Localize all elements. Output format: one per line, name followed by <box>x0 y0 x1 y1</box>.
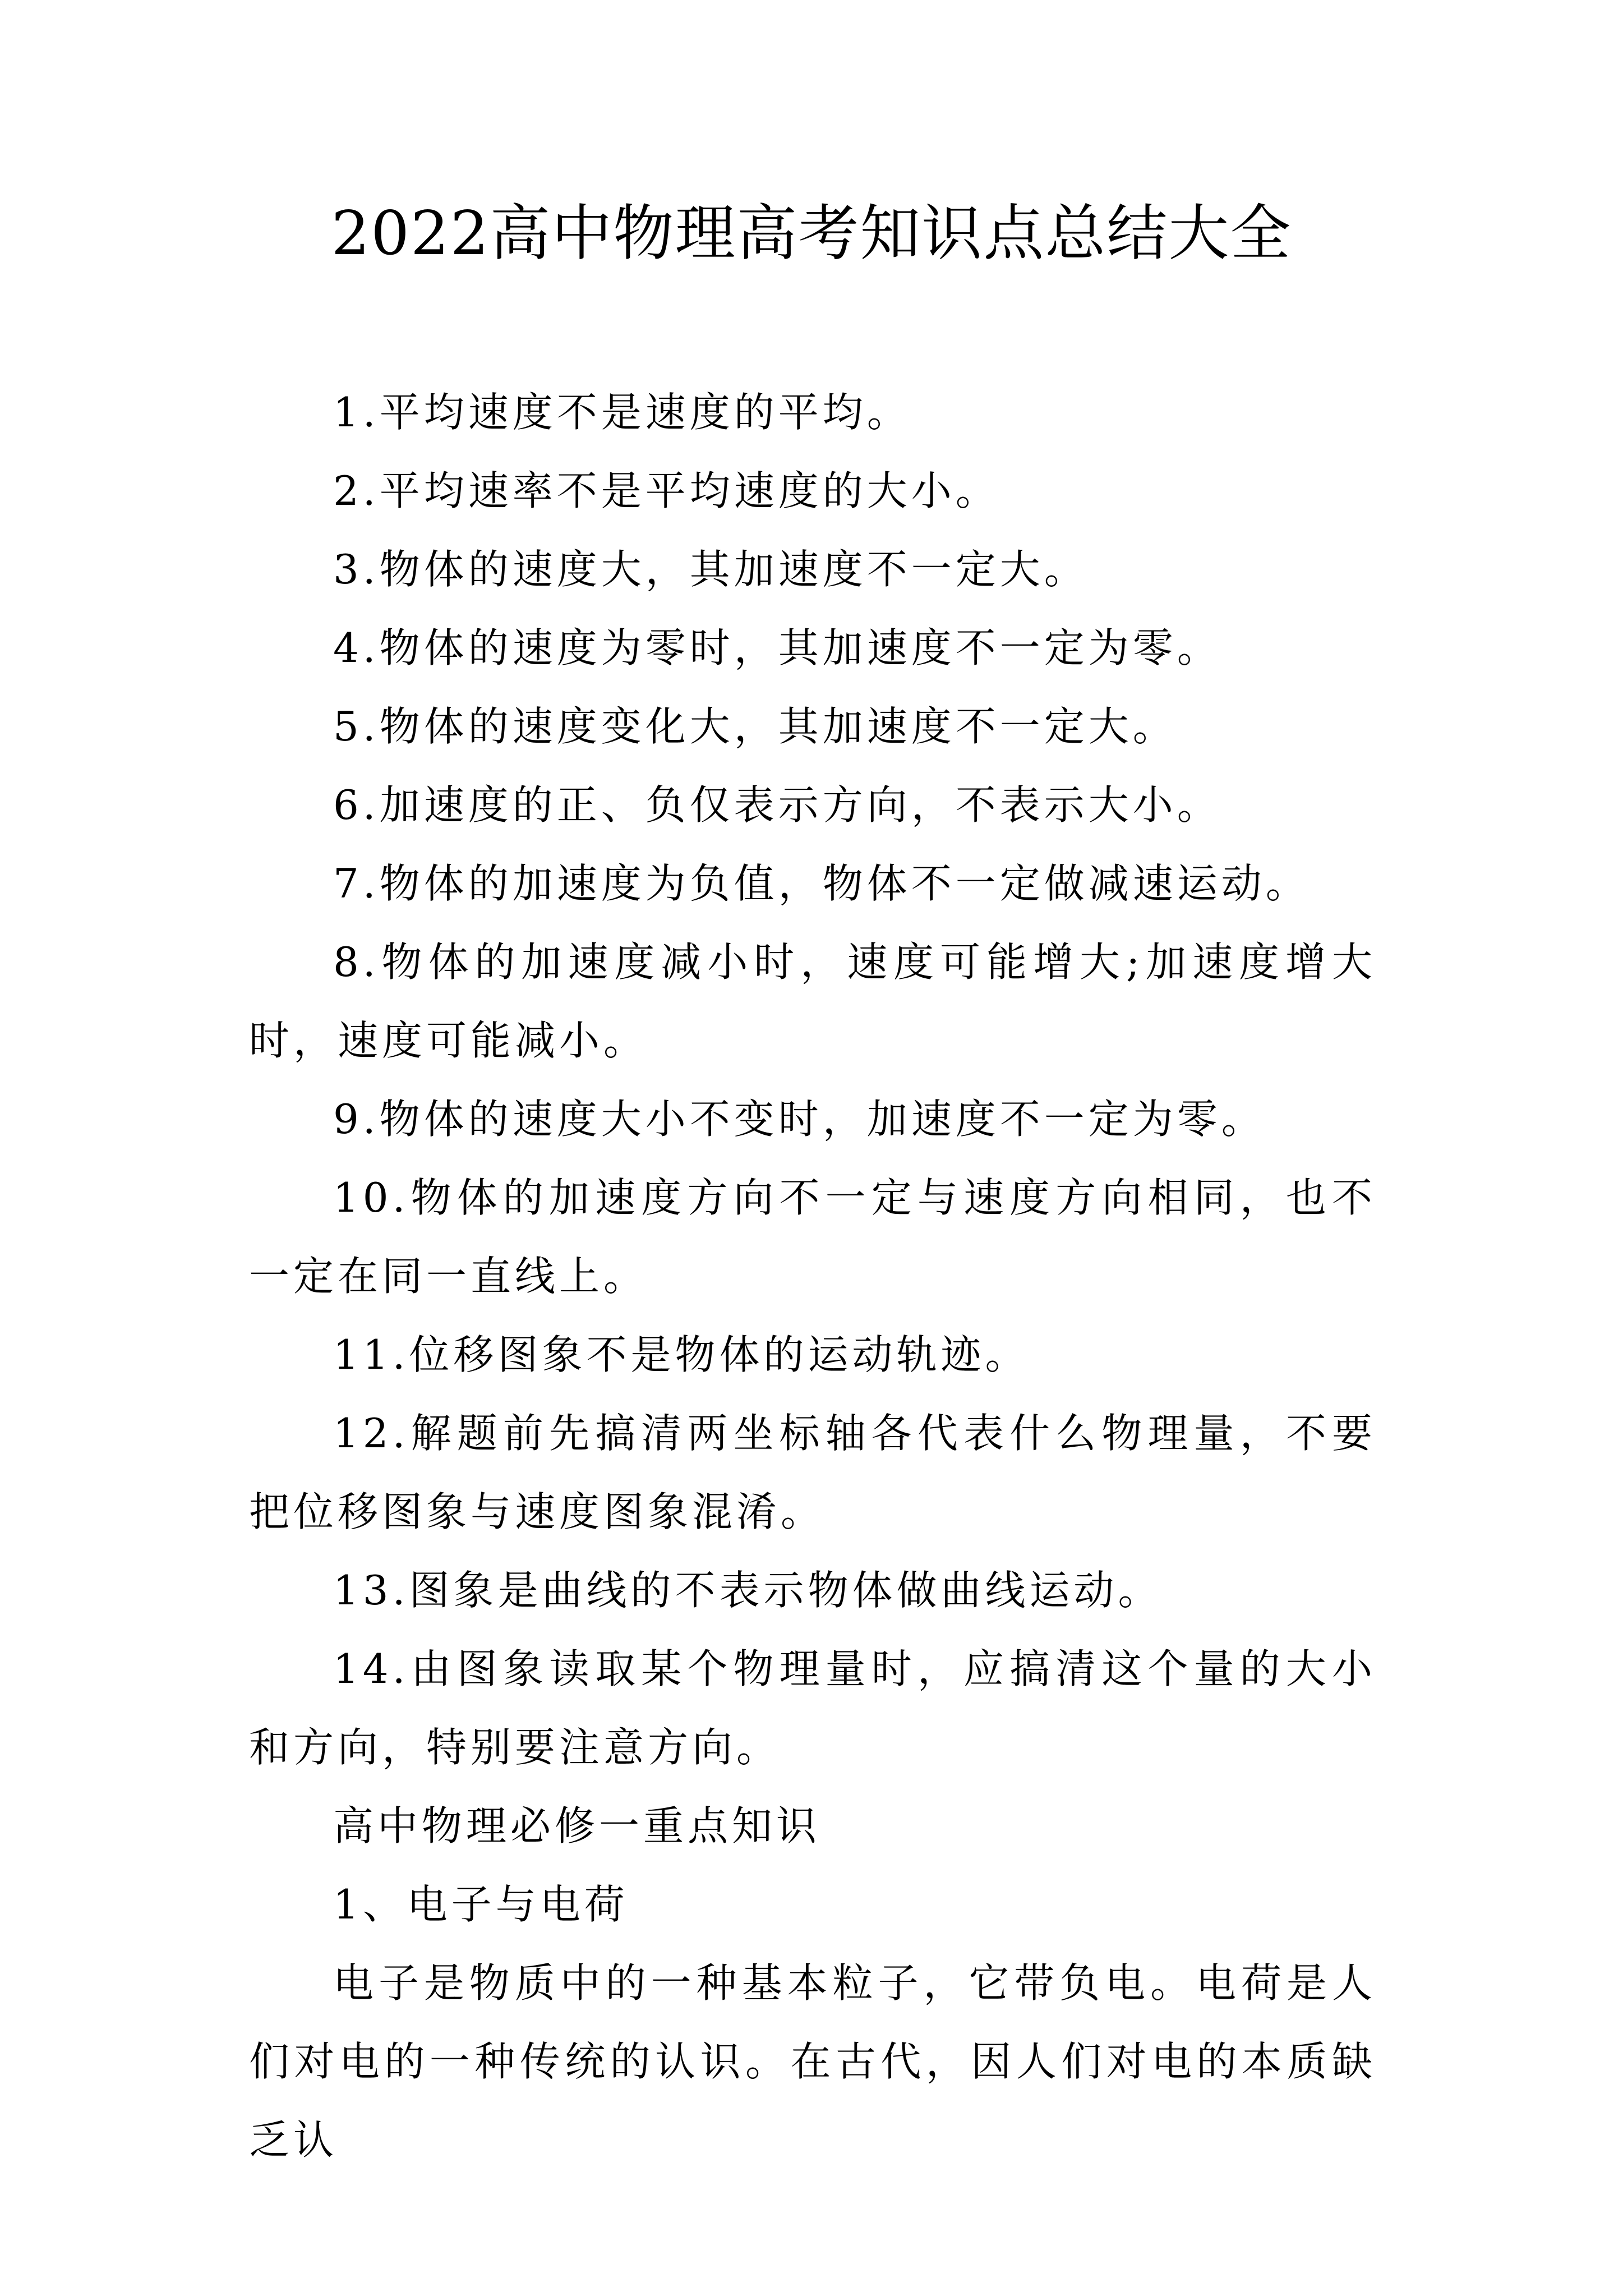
paragraph: 电子是物质中的一种基本粒子，它带负电。电荷是人们对电的一种传统的认识。在古代，因人们对电的本质缺乏认 <box>249 1959 1376 2164</box>
paragraph: 1.平均速度不是速度的平均。 <box>333 389 911 436</box>
paragraph: 3.物体的速度大，其加速度不一定大。 <box>333 546 1089 593</box>
document-title: 2022高中物理高考知识点总结大全 <box>331 199 1292 269</box>
paragraph: 11.位移图象不是物体的运动轨迹。 <box>333 1331 1030 1378</box>
paragraph: 9.物体的速度大小不变时，加速度不一定为零。 <box>333 1096 1266 1143</box>
document-body <box>249 373 1376 2179</box>
section-heading: 高中物理必修一重点知识 <box>333 1802 821 1849</box>
paragraph: 4.物体的速度为零时，其加速度不一定为零。 <box>333 624 1221 671</box>
subsection-heading: 1、电子与电荷 <box>333 1881 629 1928</box>
paragraph: 12.解题前先搞清两坐标轴各代表什么物理量，不要把位移图象与速度图象混淆。 <box>249 1410 1376 1535</box>
paragraph: 8.物体的加速度减小时，速度可能增大;加速度增大时，速度可能减小。 <box>249 938 1376 1064</box>
paragraph: 14.由图象读取某个物理量时，应搞清这个量的大小和方向，特别要注意方向。 <box>249 1645 1376 1771</box>
paragraph: 7.物体的加速度为负值，物体不一定做减速运动。 <box>333 860 1310 907</box>
paragraph: 2.平均速率不是平均速度的大小。 <box>333 467 1000 514</box>
paragraph: 10.物体的加速度方向不一定与速度方向相同，也不一定在同一直线上。 <box>249 1174 1376 1300</box>
paragraph: 5.物体的速度变化大，其加速度不一定大。 <box>333 703 1177 750</box>
paragraph: 6.加速度的正、负仅表示方向，不表示大小。 <box>333 781 1221 829</box>
paragraph: 13.图象是曲线的不表示物体做曲线运动。 <box>333 1567 1163 1614</box>
